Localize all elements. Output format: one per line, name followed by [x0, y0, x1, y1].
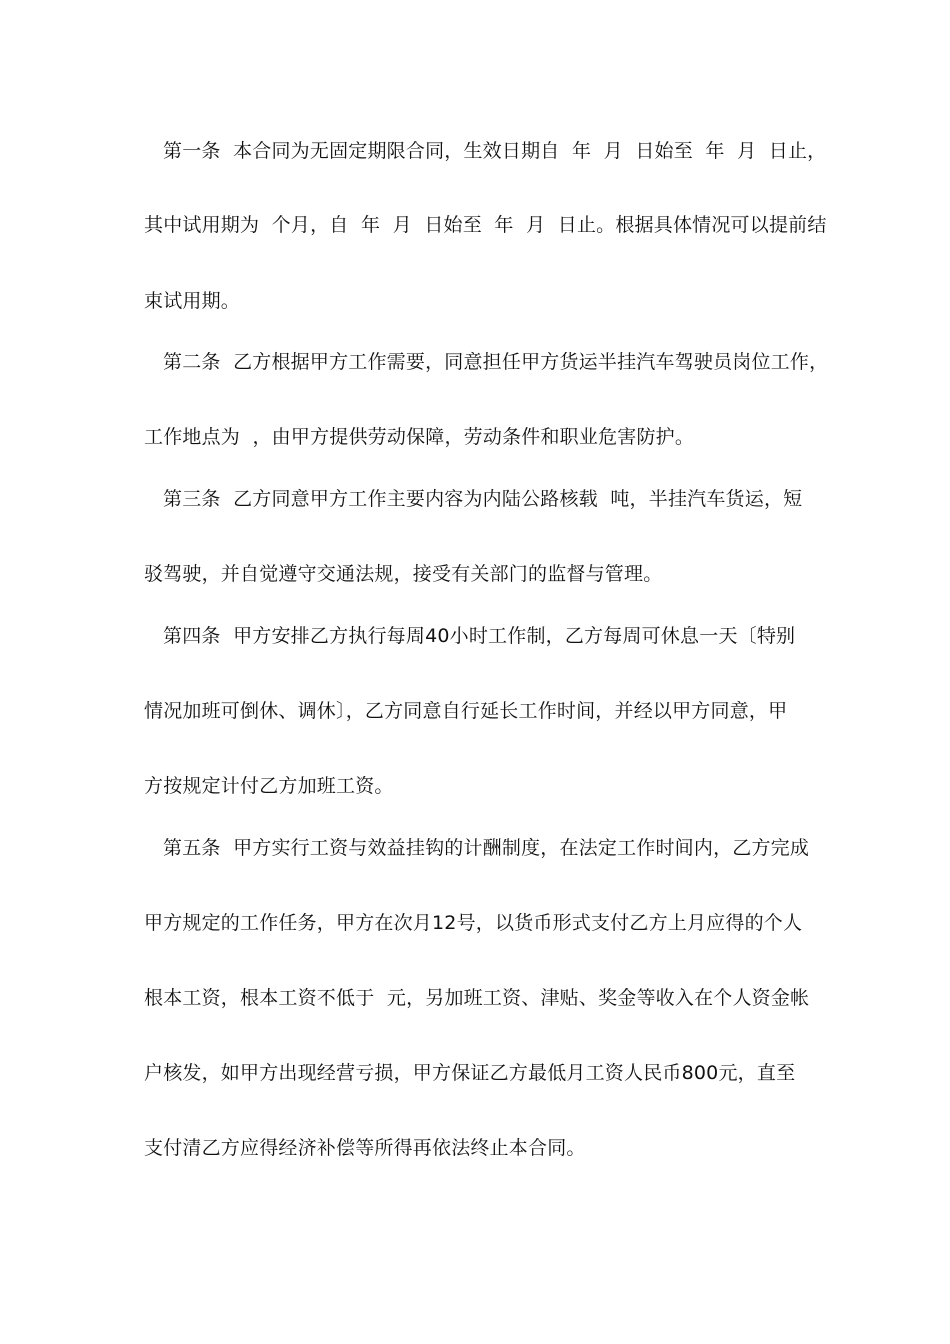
article-5-line-2: 甲方规定的工作任务，甲方在次月12号，以货币形式支付乙方上月应得的个人 [144, 912, 803, 934]
article-4-line-2: 情况加班可倒休、调休〕，乙方同意自行延长工作时间，并经以甲方同意，甲 [144, 700, 788, 722]
article-4-line-1: 第四条 甲方安排乙方执行每周40小时工作制，乙方每周可休息一天〔特别 [163, 625, 796, 647]
article-1-line-2: 其中试用期为 个月，自 年 月 日始至 年 月 日止。根据具体情况可以提前结 [144, 214, 827, 236]
article-5-line-1: 第五条 甲方实行工资与效益挂钩的计酬制度，在法定工作时间内，乙方完成 [163, 837, 810, 859]
article-5-line-4: 户核发，如甲方出现经营亏损，甲方保证乙方最低月工资人民币800元，直至 [144, 1062, 796, 1084]
article-4-line-3: 方按规定计付乙方加班工资。 [144, 775, 394, 797]
article-1-line-1: 第一条 本合同为无固定期限合同，生效日期自 年 月 日始至 年 月 日止， [163, 140, 827, 162]
article-2-line-2: 工作地点为 ，由甲方提供劳动保障，劳动条件和职业危害防护。 [144, 426, 695, 448]
article-5-line-3: 根本工资，根本工资不低于 元，另加班工资、津贴、奖金等收入在个人资金帐 [144, 987, 810, 1009]
article-5-line-5: 支付清乙方应得经济补偿等所得再依法终止本合同。 [144, 1137, 586, 1159]
article-2-line-1: 第二条 乙方根据甲方工作需要，同意担任甲方货运半挂汽车驾驶员岗位工作， [163, 351, 829, 373]
article-1-line-3: 束试用期。 [144, 290, 241, 312]
article-3-line-2: 驳驾驶，并自觉遵守交通法规，接受有关部门的监督与管理。 [144, 563, 663, 585]
article-3-line-1: 第三条 乙方同意甲方工作主要内容为内陆公路核载 吨，半挂汽车货运，短 [163, 488, 803, 510]
